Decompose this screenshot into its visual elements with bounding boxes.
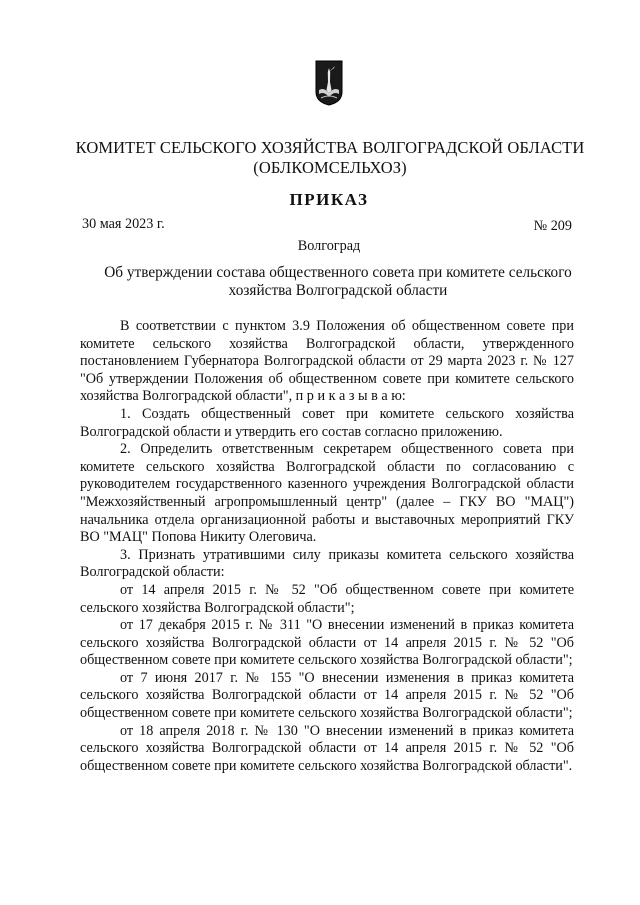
document-body (80, 318, 574, 775)
document-subject (78, 264, 598, 300)
revoked-order-4: от 18 апреля 2018 г. № 130 "О внесении изменений в приказ комитета сельского хозяйства Волгоградской области от 14 апреля 2015 г. № 52 "Об общественном совете при комитете сельского хозяйства Волгоградской области". (80, 722, 574, 774)
item-2-paragraph: 2. Определить ответственным секретарем общественного совета при комитете сельского хозяйства Волгоградской области по согласованию с руководителем государственного казенного учреждения Волгоградской области "Межхозяйственный агропромышленный центр" (далее – ГКУ ВО "МАЦ") начальника отдела организационной работы и выставочных мероприятий ГКУ ВО "МАЦ" Попова Никиту Олеговича. (80, 441, 574, 546)
item-3-paragraph: 3. Признать утратившими силу приказы комитета сельского хозяйства Волгоградской области: (80, 546, 574, 581)
coat-of-arms-icon (315, 60, 343, 106)
document-number: № 209 (533, 218, 572, 234)
revoked-order-1: от 14 апреля 2015 г. № 52 "Об общественном совете при комитете сельского хозяйства Волгоградской области"; (80, 581, 574, 616)
organization-abbreviation: (ОБЛКОМСЕЛЬХОЗ) (253, 158, 407, 177)
subject-line-1: Об утверждении состава общественного совета при комитете сельского (104, 264, 572, 281)
document-type-title: ПРИКАЗ (289, 190, 369, 209)
revoked-order-2: от 17 декабря 2015 г. № 311 "О внесении изменений в приказ комитета сельского хозяйства Волгоградской области от 14 апреля 2015 г. № 52 "Об общественном совете при комитете сельского хозяйства Волгоградской области"; (80, 617, 574, 669)
revoked-order-3: от 7 июня 2017 г. № 155 "О внесении изменения в приказ комитета сельского хозяйства Волгоградской области от 14 апреля 2015 г. № 52 "Об общественном совете при комитете сельского хозяйства Волгоградской области"; (80, 669, 574, 722)
document-date: 30 мая 2023 г. (82, 216, 165, 232)
subject-line-2: хозяйства Волгоградской области (228, 282, 448, 299)
item-1-paragraph: 1. Создать общественный совет при комитете сельского хозяйства Волгоградской области и утвердить его состав согласно приложению. (80, 405, 574, 440)
preamble-paragraph: В соответствии с пунктом 3.9 Положения об общественном совете при комитете сельского хозяйства Волгоградской области, утвержденного постановлением Губернатора Волгоградской области от 29 марта 2023 г. № 127 "Об утверждении Положения об общественном совете при комитете сельского хозяйства Волгоградской области", п р и к а з ы в а ю: (80, 318, 574, 405)
organization-name: КОМИТЕТ СЕЛЬСКОГО ХОЗЯЙСТВА ВОЛГОГРАДСКОЙ ОБЛАСТИ (75, 138, 585, 157)
document-city: Волгоград (297, 238, 361, 254)
